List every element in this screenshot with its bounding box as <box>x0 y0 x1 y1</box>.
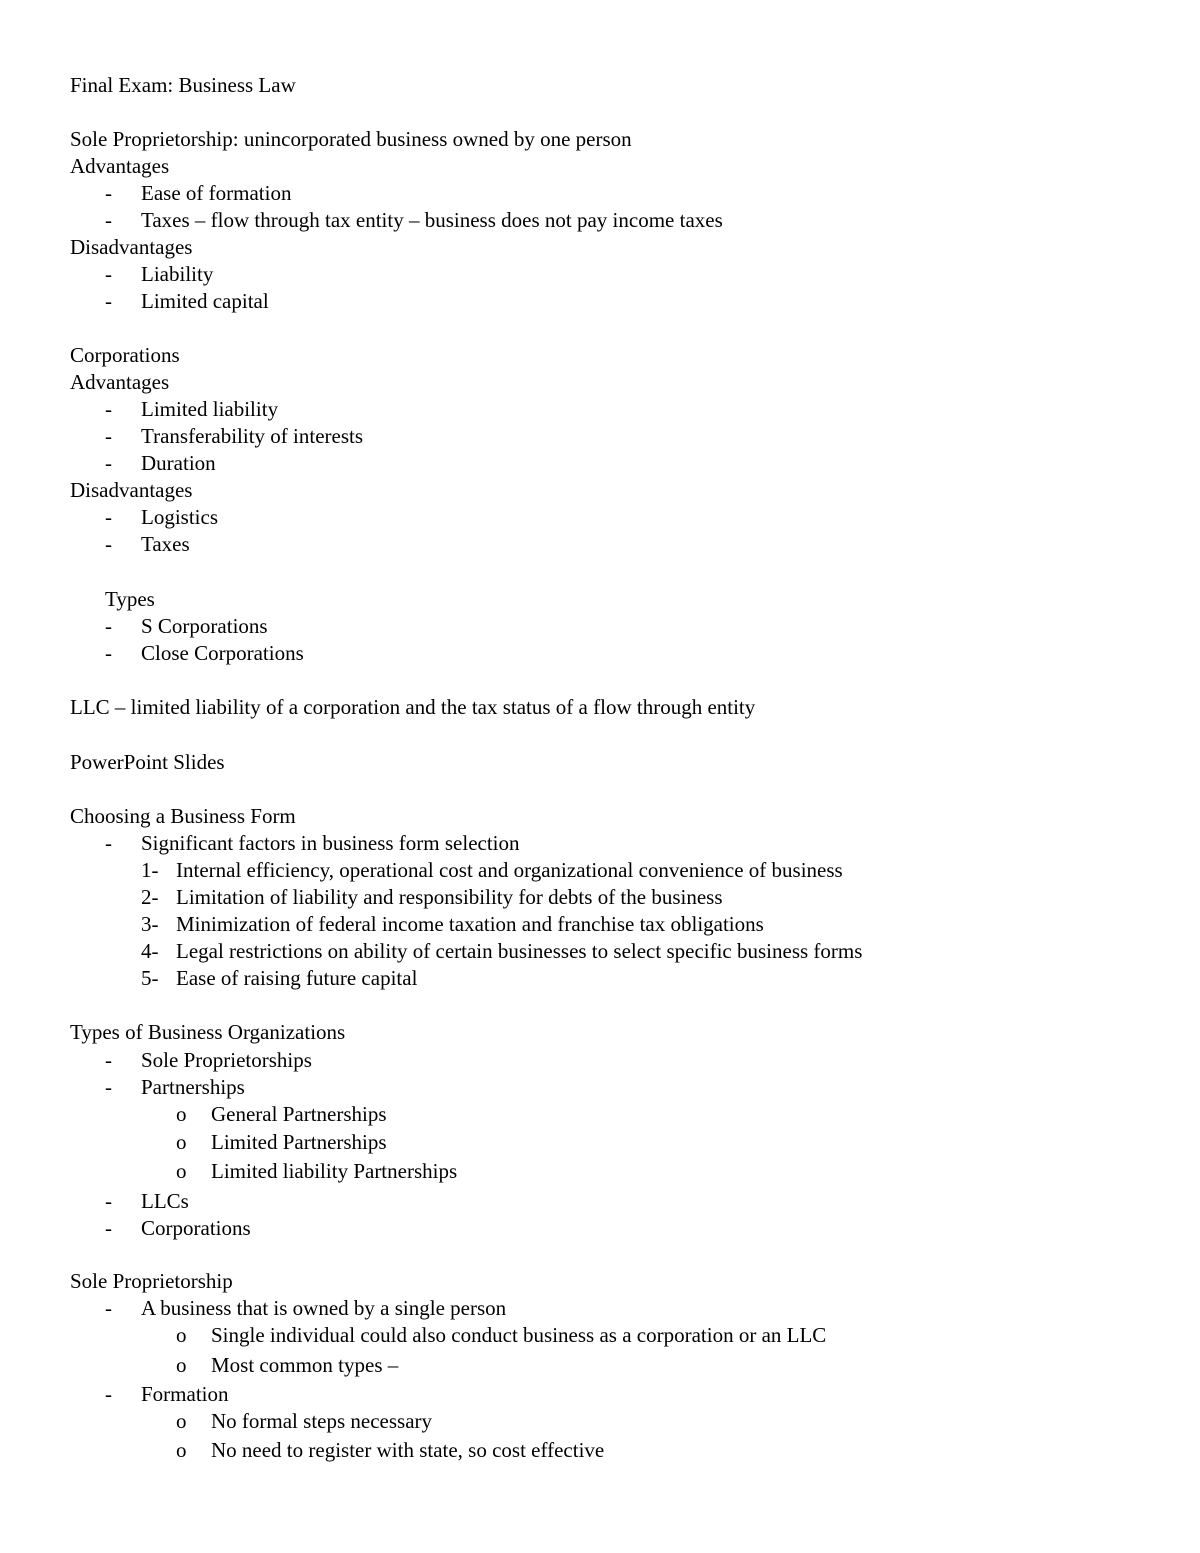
list-item <box>0 1074 1200 1101</box>
choosing-heading: Choosing a Business Form <box>70 804 296 828</box>
dash-bullet: - <box>105 641 112 665</box>
circle-bullet: o <box>176 1438 187 1462</box>
sole-prop-disadvantage-text: Liability <box>141 262 214 286</box>
dash-bullet: - <box>105 1189 112 1213</box>
corporations-type-text: Close Corporations <box>141 641 304 665</box>
list-item <box>0 1129 1200 1156</box>
list-item <box>0 1101 1200 1128</box>
choosing-heading-row <box>0 803 1200 830</box>
corporations-disadvantages-label: Disadvantages <box>70 478 193 502</box>
dash-bullet: - <box>105 397 112 421</box>
list-item <box>0 965 1200 992</box>
list-item <box>0 613 1200 640</box>
list-item <box>0 1215 1200 1242</box>
list-item <box>0 1188 1200 1215</box>
sole-prop-heading-row <box>0 126 1200 153</box>
types-org-heading-row <box>0 1019 1200 1046</box>
choosing-item-text: Significant factors in business form selection <box>141 831 520 855</box>
corporations-advantage-text: Transferability of interests <box>141 424 364 448</box>
dash-bullet: - <box>105 208 112 232</box>
list-item <box>0 884 1200 911</box>
dash-bullet: - <box>105 1048 112 1072</box>
circle-bullet: o <box>176 1102 187 1126</box>
list-item <box>0 1381 1200 1408</box>
list-item <box>0 1352 1200 1379</box>
dash-bullet: - <box>105 1216 112 1240</box>
sole-prop2-subitem-text: No need to register with state, so cost effective <box>211 1438 605 1462</box>
corporations-types-row <box>0 586 1200 613</box>
corporations-advantage-text: Duration <box>141 451 216 475</box>
types-org-item-text: LLCs <box>141 1189 189 1213</box>
sole-prop-advantages-row <box>0 153 1200 180</box>
powerpoint-row <box>0 749 1200 776</box>
circle-bullet: o <box>176 1353 187 1377</box>
sole-prop-disadvantages-label: Disadvantages <box>70 235 193 259</box>
dash-bullet: - <box>105 505 112 529</box>
partnership-type-text: Limited liability Partnerships <box>211 1159 458 1183</box>
types-org-item-text: Sole Proprietorships <box>141 1048 312 1072</box>
dash-bullet: - <box>105 181 112 205</box>
dash-bullet: - <box>105 532 112 556</box>
dash-bullet: - <box>105 1382 112 1406</box>
choosing-factor-text: Limitation of liability and responsibility for debts of the business <box>176 885 723 909</box>
types-org-item-text: Partnerships <box>141 1075 245 1099</box>
list-item <box>0 423 1200 450</box>
sole-prop2-subitem-text: Most common types – <box>211 1353 399 1377</box>
partnership-type-text: Limited Partnerships <box>211 1130 387 1154</box>
list-item <box>0 396 1200 423</box>
number-marker: 5- <box>141 966 159 990</box>
list-item <box>0 1158 1200 1185</box>
list-item <box>0 830 1200 857</box>
choosing-factor-text: Legal restrictions on ability of certain businesses to select specific business forms <box>176 939 863 963</box>
list-item <box>0 504 1200 531</box>
list-item <box>0 288 1200 315</box>
circle-bullet: o <box>176 1159 187 1183</box>
sole-prop2-item-text: A business that is owned by a single person <box>141 1296 507 1320</box>
sole-prop-advantages-label: Advantages <box>70 154 170 178</box>
sole-prop-advantage-text: Ease of formation <box>141 181 292 205</box>
sole-prop-heading: Sole Proprietorship: unincorporated business owned by one person <box>70 127 632 151</box>
sole-prop2-subitem-text: No formal steps necessary <box>211 1409 433 1433</box>
circle-bullet: o <box>176 1409 187 1433</box>
list-item <box>0 640 1200 667</box>
types-org-heading: Types of Business Organizations <box>70 1020 346 1044</box>
corporations-heading-row <box>0 342 1200 369</box>
corporations-types-label: Types <box>105 587 155 611</box>
dash-bullet: - <box>105 424 112 448</box>
corporations-disadvantage-text: Taxes <box>141 532 190 556</box>
corporations-type-text: S Corporations <box>141 614 268 638</box>
list-item <box>0 450 1200 477</box>
sole-prop-advantage-text: Taxes – flow through tax entity – business does not pay income taxes <box>141 208 723 232</box>
sole-prop-disadvantages-row <box>0 234 1200 261</box>
document-title-row <box>0 72 1200 99</box>
list-item <box>0 207 1200 234</box>
sole-prop2-heading-row <box>0 1268 1200 1295</box>
sole-prop2-heading: Sole Proprietorship <box>70 1269 233 1293</box>
circle-bullet: o <box>176 1130 187 1154</box>
dash-bullet: - <box>105 1075 112 1099</box>
dash-bullet: - <box>105 831 112 855</box>
number-marker: 4- <box>141 939 159 963</box>
number-marker: 1- <box>141 858 159 882</box>
dash-bullet: - <box>105 614 112 638</box>
types-org-item-text: Corporations <box>141 1216 251 1240</box>
list-item <box>0 1408 1200 1435</box>
partnership-type-text: General Partnerships <box>211 1102 387 1126</box>
list-item <box>0 261 1200 288</box>
llc-text: LLC – limited liability of a corporation and the tax status of a flow through entity <box>70 695 756 719</box>
sole-prop2-subitem-text: Single individual could also conduct business as a corporation or an LLC <box>211 1323 827 1347</box>
corporations-disadvantages-row <box>0 477 1200 504</box>
corporations-advantage-text: Limited liability <box>141 397 279 421</box>
list-item <box>0 1295 1200 1322</box>
corporations-advantages-row <box>0 369 1200 396</box>
circle-bullet: o <box>176 1323 187 1347</box>
list-item <box>0 180 1200 207</box>
list-item <box>0 857 1200 884</box>
list-item <box>0 1047 1200 1074</box>
list-item <box>0 1437 1200 1464</box>
choosing-factor-text: Internal efficiency, operational cost and organizational convenience of business <box>176 858 843 882</box>
list-item <box>0 911 1200 938</box>
dash-bullet: - <box>105 289 112 313</box>
list-item <box>0 938 1200 965</box>
dash-bullet: - <box>105 1296 112 1320</box>
sole-prop-disadvantage-text: Limited capital <box>141 289 269 313</box>
choosing-factor-text: Minimization of federal income taxation and franchise tax obligations <box>176 912 764 936</box>
document-title: Final Exam: Business Law <box>70 73 296 97</box>
choosing-factor-text: Ease of raising future capital <box>176 966 418 990</box>
list-item <box>0 531 1200 558</box>
list-item <box>0 1322 1200 1349</box>
corporations-heading: Corporations <box>70 343 180 367</box>
number-marker: 2- <box>141 885 159 909</box>
sole-prop2-item-text: Formation <box>141 1382 229 1406</box>
dash-bullet: - <box>105 262 112 286</box>
llc-row <box>0 694 1200 721</box>
number-marker: 3- <box>141 912 159 936</box>
powerpoint-heading: PowerPoint Slides <box>70 750 225 774</box>
corporations-advantages-label: Advantages <box>70 370 170 394</box>
corporations-disadvantage-text: Logistics <box>141 505 218 529</box>
dash-bullet: - <box>105 451 112 475</box>
